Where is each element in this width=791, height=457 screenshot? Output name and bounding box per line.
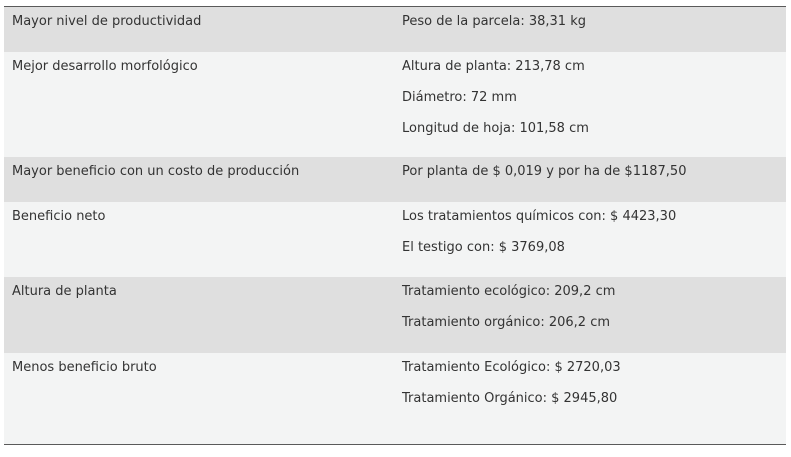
criterion-cell: Mejor desarrollo morfológico [12,59,198,74]
value-line: Tratamiento Ecológico: $ 2720,03 [402,360,621,375]
value-cell [402,356,786,418]
table-row [4,52,786,157]
criterion-cell: Beneficio neto [12,209,106,224]
value-line: Los tratamientos químicos con: $ 4423,30 [402,209,677,224]
criterion-cell: Mayor nivel de productividad [12,14,202,29]
value-line: Diámetro: 72 mm [402,90,517,105]
table-row [4,277,786,353]
value-line: Longitud de hoja: 101,58 cm [402,121,589,136]
value-line: El testigo con: $ 3769,08 [402,240,565,255]
value-line: Tratamiento Orgánico: $ 2945,80 [402,391,618,406]
value-cell [402,10,786,41]
table-row [4,202,786,277]
value-cell [402,280,786,342]
value-line: Peso de la parcela: 38,31 kg [402,14,586,29]
value-line: Altura de planta: 213,78 cm [402,59,585,74]
value-cell [402,160,786,191]
table-row [4,157,786,202]
results-table [4,6,786,445]
value-line: Por planta de $ 0,019 y por ha de $1187,50 [402,164,687,179]
criterion-cell: Menos beneficio bruto [12,360,157,375]
criterion-cell: Altura de planta [12,284,117,299]
table-row [4,353,786,444]
value-cell [402,55,786,148]
table-row [4,7,786,52]
criterion-cell: Mayor beneficio con un costo de producción [12,164,300,179]
value-line: Tratamiento orgánico: 206,2 cm [402,315,611,330]
value-line: Tratamiento ecológico: 209,2 cm [402,284,616,299]
value-cell [402,205,786,267]
